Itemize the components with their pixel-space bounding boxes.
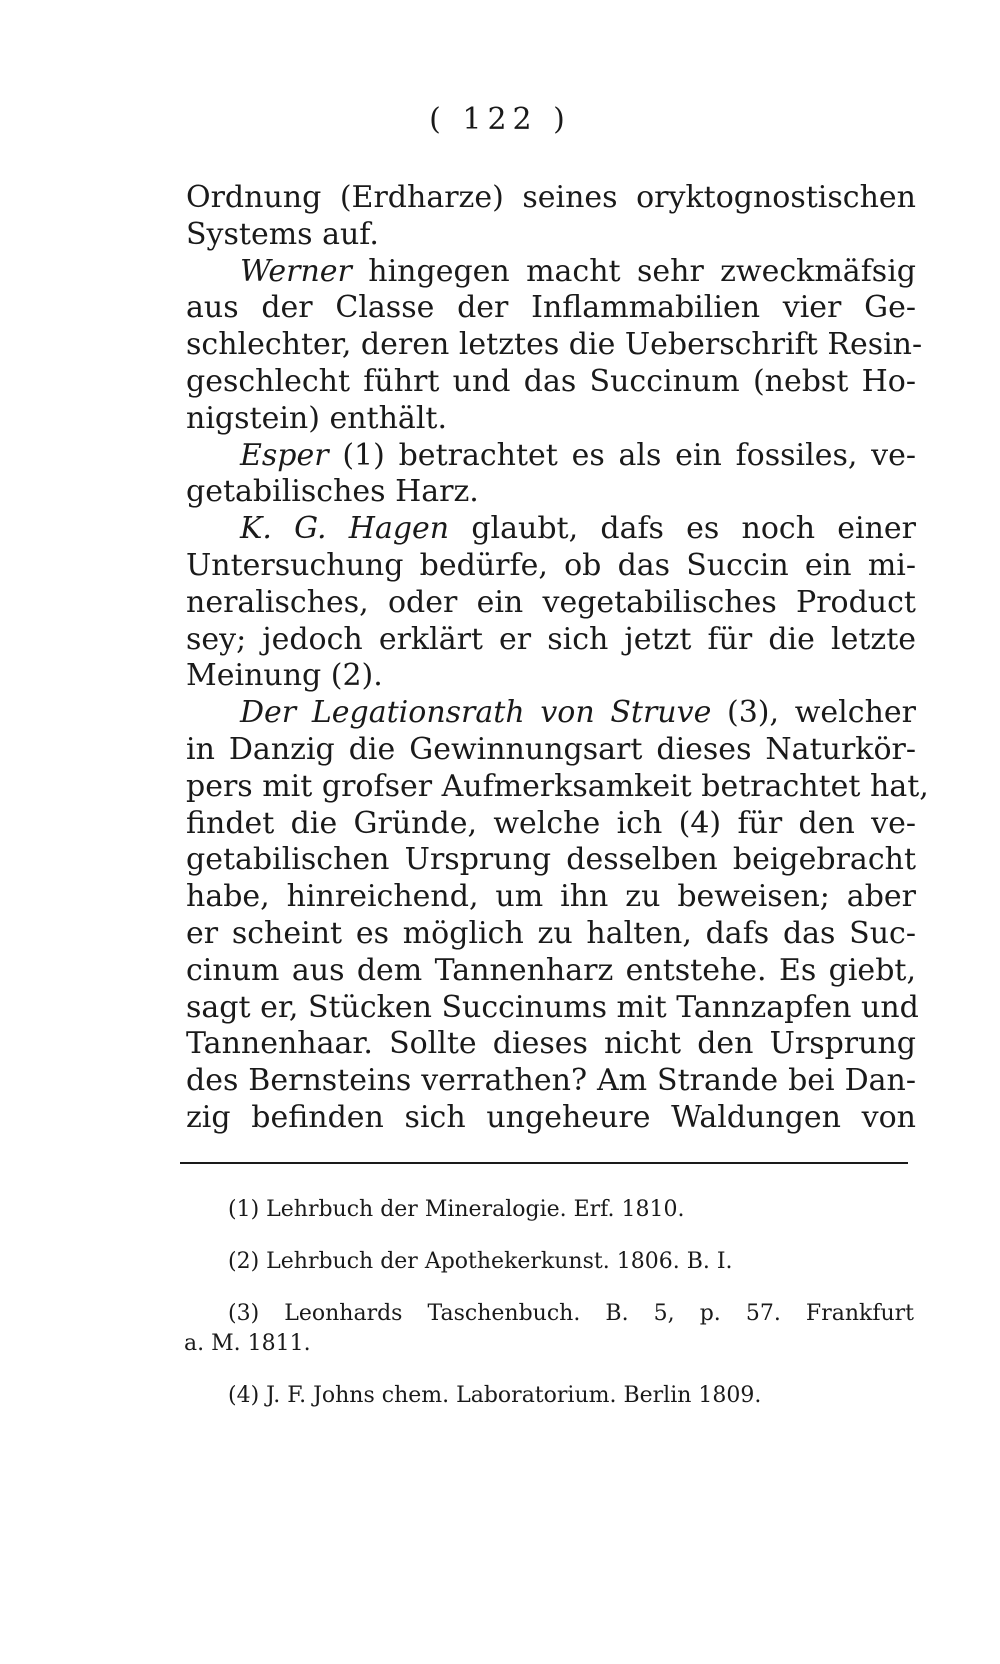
text-line: er scheint es möglich zu halten, dafs das Suc- [186, 915, 916, 951]
line-rest: hingegen macht sehr zweckmäfsig [351, 253, 916, 289]
author-name: Werner [240, 253, 352, 289]
line-rest: (3), welcher [711, 695, 916, 731]
text-line: zig befinden sich ungeheure Waldungen von [186, 1099, 916, 1135]
text-line: neralisches, oder ein vegetabilisches Product [186, 584, 916, 620]
text-line: Untersuchung bedürfe, ob das Succin ein mi- [186, 547, 916, 583]
spacer [184, 1359, 914, 1381]
footnote-divider [180, 1162, 908, 1164]
footnote-3: (3) Leonhards Taschenbuch. B. 5, p. 57. Frankfurt [228, 1301, 914, 1326]
text-line: habe, hinreichend, um ihn zu beweisen; aber [186, 879, 916, 915]
line-rest: (1) betrachtet es als ein fossiles, ve- [328, 437, 916, 473]
author-name: K. G. Hagen [240, 511, 450, 547]
main-text [186, 180, 929, 1137]
text-line-struve [186, 695, 916, 732]
text-line: Systems auf. [186, 216, 379, 252]
text-line-esper [186, 438, 916, 475]
text-line-hagen [186, 511, 916, 548]
text-line: Tannenhaar. Sollte dieses nicht den Ursprung [186, 1026, 916, 1062]
text-line: Meinung (2). [186, 658, 383, 694]
text-line: findet die Gründe, welche ich (4) für den ve- [186, 805, 916, 841]
text-line: Ordnung (Erdharze) seines oryktognostischen [186, 180, 916, 215]
line-rest: glaubt, dafs es noch einer [449, 511, 917, 547]
text-line: getabilischen Ursprung desselben beigebracht [186, 842, 916, 878]
page-number: ( 122 ) [429, 102, 571, 137]
spacer [184, 1277, 914, 1299]
text-line: cinum aus dem Tannenharz entstehe. Es giebt, [186, 952, 916, 988]
text-line: geschlecht führt und das Succinum (nebst Ho- [186, 363, 916, 399]
text-line: sagt er, Stücken Succinums mit Tannzapfen und [186, 989, 919, 1025]
text-line: nigstein) enthält. [186, 400, 448, 436]
footnote-4: (4) J. F. Johns chem. Laboratorium. Berlin 1809. [228, 1383, 762, 1408]
spacer [184, 1225, 914, 1247]
author-name: Esper [240, 437, 329, 473]
text-line: pers mit grofser Aufmerksamkeit betrachtet hat, [186, 768, 929, 804]
author-name: Der Legationsrath von Struve [240, 695, 712, 731]
text-line: getabilisches Harz. [186, 474, 479, 510]
text-line: des Bernsteins verrathen? Am Strande bei Dan- [186, 1063, 916, 1099]
text-line: schlechter, deren letztes die Ueberschrift Resin- [186, 327, 923, 363]
footnote-1: (1) Lehrbuch der Mineralogie. Erf. 1810. [228, 1197, 685, 1222]
text-line: aus der Classe der Inflammabilien vier Ge- [186, 290, 916, 326]
footnotes [184, 1195, 914, 1411]
footnote-2: (2) Lehrbuch der Apothekerkunst. 1806. B. I. [228, 1249, 733, 1274]
footnote-3-continued: a. M. 1811. [184, 1331, 311, 1356]
text-line-werner [186, 254, 916, 291]
text-line: sey; jedoch erklärt er sich jetzt für die letzte [186, 621, 916, 657]
text-line: in Danzig die Gewinnungsart dieses Naturkör- [186, 731, 916, 767]
